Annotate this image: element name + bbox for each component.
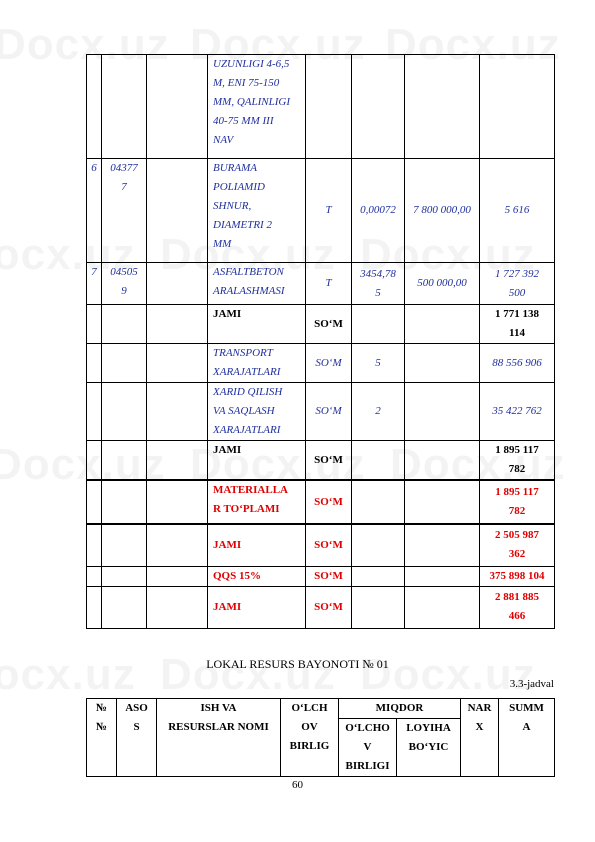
row-number-cell (87, 441, 102, 481)
row-name-cell: JAMI (208, 524, 306, 566)
row-number-cell (87, 305, 102, 344)
row-basis-cell (147, 263, 208, 305)
row-price-cell (405, 524, 480, 566)
row-price-cell (405, 383, 480, 441)
row-unit-cell: SO‘M (306, 566, 352, 586)
row-quantity-cell (352, 480, 405, 524)
row-price-cell: 500 000,00 (405, 263, 480, 305)
row-basis-cell (147, 586, 208, 628)
table-row (87, 344, 555, 383)
row-number-cell (87, 524, 102, 566)
col-header-number: № № (87, 699, 117, 777)
row-name-cell: JAMI (208, 305, 306, 344)
row-name-cell: BURAMA POLIAMID SHNUR, DIAMETRI 2 MM (208, 159, 306, 263)
row-unit-cell: SO‘M (306, 441, 352, 481)
row-unit-cell: SO‘M (306, 305, 352, 344)
table-row (87, 586, 555, 628)
col-header-quantity-project: LOYIHA BO‘YIC (397, 719, 461, 777)
col-header-unit: O‘LCH OV BIRLIG (281, 699, 339, 777)
row-code-cell (102, 344, 147, 383)
row-unit-cell (306, 55, 352, 159)
col-header-work-name: ISH VA RESURSLAR NOMI (157, 699, 281, 777)
row-name-cell: MATERIALLA R TO‘PLAMI (208, 480, 306, 524)
row-price-cell (405, 55, 480, 159)
row-number-cell: 7 (87, 263, 102, 305)
row-unit-cell: SO‘M (306, 480, 352, 524)
col-header-quantity: MIQDOR (339, 699, 461, 719)
table-row (87, 55, 555, 159)
row-price-cell (405, 344, 480, 383)
row-sum-cell: 1 895 117 782 (480, 480, 555, 524)
row-price-cell: 7 800 000,00 (405, 159, 480, 263)
row-code-cell (102, 305, 147, 344)
row-quantity-cell (352, 524, 405, 566)
row-basis-cell (147, 305, 208, 344)
row-code-cell (102, 586, 147, 628)
row-code-cell (102, 55, 147, 159)
row-sum-cell (480, 55, 555, 159)
row-quantity-cell (352, 586, 405, 628)
table-reference: 3.3-jadval (509, 678, 554, 690)
table-row (87, 305, 555, 344)
row-quantity-cell: 2 (352, 383, 405, 441)
row-unit-cell: T (306, 263, 352, 305)
row-unit-cell: SO‘M (306, 524, 352, 566)
row-sum-cell: 1 771 138 114 (480, 305, 555, 344)
row-basis-cell (147, 441, 208, 481)
row-name-cell: TRANSPORT XARAJATLARI (208, 344, 306, 383)
row-basis-cell (147, 480, 208, 524)
row-quantity-cell (352, 55, 405, 159)
row-number-cell (87, 383, 102, 441)
row-number-cell (87, 55, 102, 159)
col-header-price: NAR X (461, 699, 499, 777)
row-price-cell (405, 305, 480, 344)
row-name-cell: UZUNLIGI 4-6,5 M, ENI 75-150 MM, QALINLIGI 40-75 MM III NAV (208, 55, 306, 159)
row-sum-cell: 1 727 392 500 (480, 263, 555, 305)
row-basis-cell (147, 55, 208, 159)
row-name-cell: JAMI (208, 586, 306, 628)
table-row (87, 263, 555, 305)
local-resource-statement-header (86, 698, 555, 777)
row-code-cell: 04377 7 (102, 159, 147, 263)
row-price-cell (405, 441, 480, 481)
row-code-cell: 04505 9 (102, 263, 147, 305)
row-name-cell: JAMI (208, 441, 306, 481)
table-row (87, 480, 555, 524)
table-row (87, 159, 555, 263)
col-header-quantity-unit: O‘LCHO V BIRLIGI (339, 719, 397, 777)
row-sum-cell: 2 881 885 466 (480, 586, 555, 628)
row-number-cell: 6 (87, 159, 102, 263)
row-sum-cell: 5 616 (480, 159, 555, 263)
row-basis-cell (147, 566, 208, 586)
row-code-cell (102, 566, 147, 586)
row-code-cell (102, 441, 147, 481)
row-number-cell (87, 480, 102, 524)
row-number-cell (87, 566, 102, 586)
row-number-cell (87, 344, 102, 383)
row-price-cell (405, 480, 480, 524)
row-number-cell (87, 586, 102, 628)
row-quantity-cell: 5 (352, 344, 405, 383)
row-sum-cell: 35 422 762 (480, 383, 555, 441)
page-number: 60 (292, 779, 303, 791)
row-basis-cell (147, 524, 208, 566)
table-row (87, 441, 555, 481)
row-code-cell (102, 383, 147, 441)
row-unit-cell: SO‘M (306, 586, 352, 628)
row-unit-cell: SO‘M (306, 383, 352, 441)
resource-cost-table (86, 54, 555, 629)
row-basis-cell (147, 383, 208, 441)
row-quantity-cell: 0,00072 (352, 159, 405, 263)
row-quantity-cell (352, 441, 405, 481)
row-basis-cell (147, 344, 208, 383)
col-header-sum: SUMM A (499, 699, 555, 777)
row-quantity-cell (352, 566, 405, 586)
col-header-basis: ASO S (117, 699, 157, 777)
row-sum-cell: 88 556 906 (480, 344, 555, 383)
row-code-cell (102, 524, 147, 566)
table-row (87, 383, 555, 441)
row-sum-cell: 1 895 117 782 (480, 441, 555, 481)
row-unit-cell: T (306, 159, 352, 263)
row-name-cell: ASFALTBETON ARALASHMASI (208, 263, 306, 305)
row-quantity-cell (352, 305, 405, 344)
row-price-cell (405, 566, 480, 586)
row-name-cell: QQS 15% (208, 566, 306, 586)
table-row (87, 524, 555, 566)
row-sum-cell: 2 505 987 362 (480, 524, 555, 566)
row-unit-cell: SO‘M (306, 344, 352, 383)
row-quantity-cell: 3454,78 5 (352, 263, 405, 305)
table-row (87, 566, 555, 586)
row-sum-cell: 375 898 104 (480, 566, 555, 586)
section-title: LOKAL RESURS BAYONOTI № 01 (206, 657, 389, 671)
row-price-cell (405, 586, 480, 628)
row-basis-cell (147, 159, 208, 263)
row-code-cell (102, 480, 147, 524)
row-name-cell: XARID QILISH VA SAQLASH XARAJATLARI (208, 383, 306, 441)
